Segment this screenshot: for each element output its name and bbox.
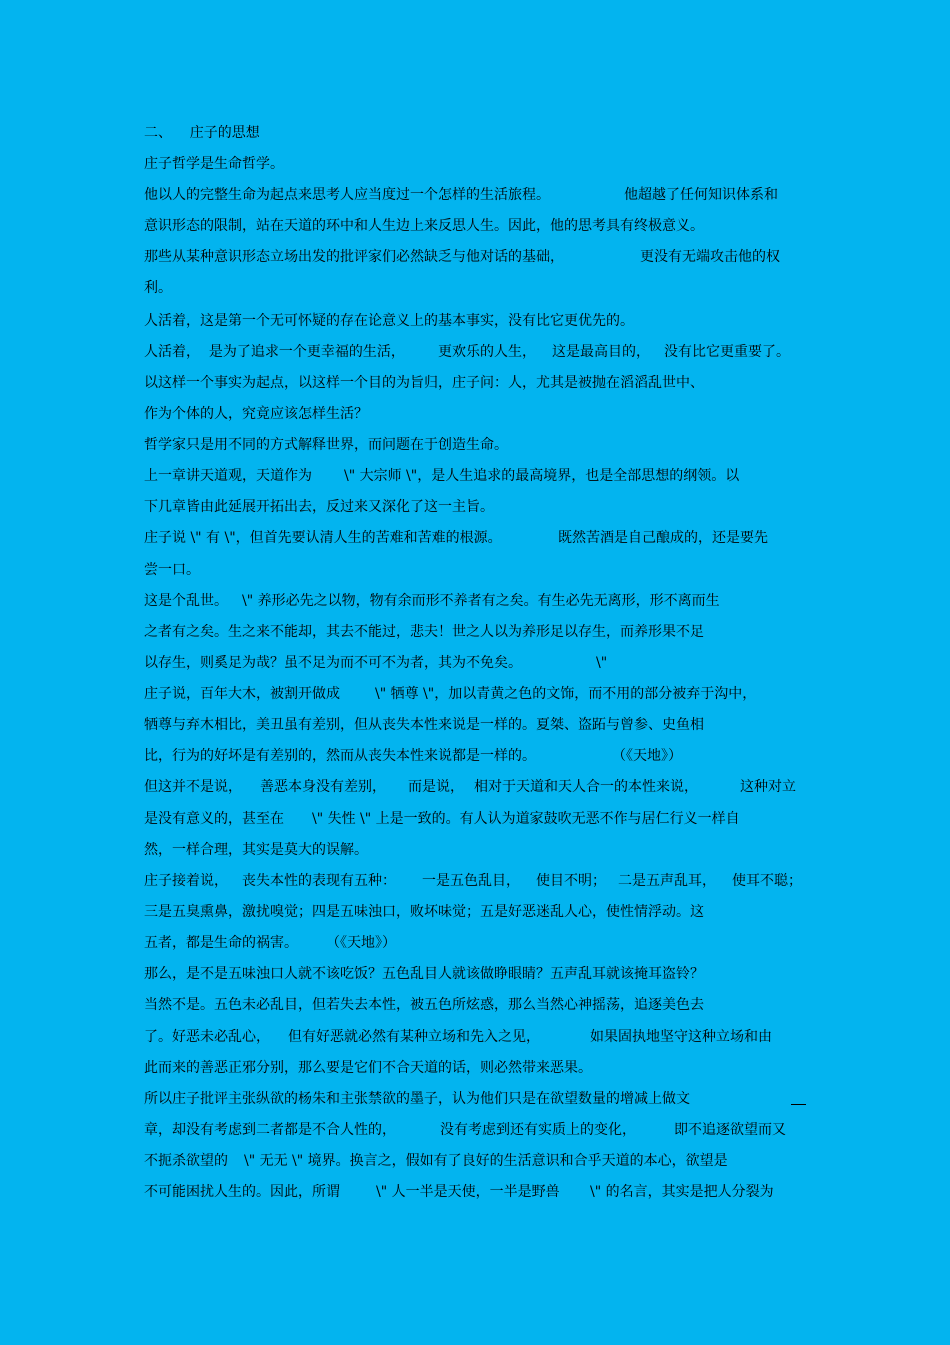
text-line: 庄子哲学是生命哲学。 xyxy=(144,156,284,172)
text-line: 五者，都是生命的祸害。 （《天地》） xyxy=(144,935,396,951)
section-heading: 二、 庄子的思想 xyxy=(144,125,260,141)
text-line: 不扼杀欲望的 \" 无无 \" 境界。换言之，假如有了良好的生活意识和合乎天道的本心，欲望是 xyxy=(144,1153,728,1169)
text-line: 庄子接着说， 丧失本性的表现有五种： 一是五色乱目， 使目不明； 二是五声乱耳， 使耳不聪； xyxy=(144,873,802,889)
text-line: 这是个乱世。 \" 养形必先之以物，物有余而形不养者有之矣。有生必先无离形，形不离而生 xyxy=(144,593,720,609)
text-line: 下几章皆由此延展开拓出去，反过来又深化了这一主旨。 xyxy=(144,499,494,515)
text-line: 比，行为的好坏是有差别的，然而从丧失本性来说都是一样的。 （《天地》） xyxy=(144,748,682,764)
text-line: 以存生，则奚足为哉？虽不足为而不可不为者，其为不免矣。 \" xyxy=(144,655,608,671)
text-line: 牺尊与弃木相比，美丑虽有差别，但从丧失本性来说是一样的。夏桀、盗跖与曾参、史鱼相 xyxy=(144,717,704,733)
text-line: 尝一口。 xyxy=(144,562,200,578)
text-line: 当然不是。五色未必乱目，但若失去本性，被五色所炫惑，那么当然心神摇荡，追逐美色去 xyxy=(144,997,704,1013)
text-line: 三是五臭熏鼻，激扰嗅觉；四是五味浊口，败坏味觉；五是好恶迷乱人心，使性情浮动。这 xyxy=(144,904,704,920)
text-line: 那些从某种意识形态立场出发的批评家们必然缺乏与他对话的基础， 更没有无端攻击他的权 xyxy=(144,249,780,265)
text-line: 然，一样合理，其实是莫大的误解。 xyxy=(144,842,368,858)
text-line: 人活着，这是第一个无可怀疑的存在论意义上的基本事实，没有比它更优先的。 xyxy=(144,313,634,329)
text-line: 庄子说，百年大木，被割开做成 \" 牺尊 \"，加以青黄之色的文饰，而不用的部分被弃于沟中， xyxy=(144,686,757,702)
text-line: 作为个体的人，究竟应该怎样生活？ xyxy=(144,406,368,422)
text-line: 庄子说 \" 有 \"，但首先要认清人生的苦难和苦难的根源。 既然苦酒是自己酿成的，还是要先 xyxy=(144,530,768,546)
text-line: 他以人的完整生命为起点来思考人应当度过一个怎样的生活旅程。 他超越了任何知识体系和 xyxy=(144,187,778,203)
text-line: 意识形态的限制，站在天道的环中和人生边上来反思人生。因此，他的思考具有终极意义。 xyxy=(144,218,704,234)
text-line: 是没有意义的，甚至在 \" 失性 \" 上是一致的。有人认为道家鼓吹无恶不作与居仁行义一样自 xyxy=(144,811,740,827)
text-line: 之者有之矣。生之来不能却，其去不能过，悲夫！世之人以为养形足以存生，而养形果不足 xyxy=(144,624,704,640)
text-line: 人活着， 是为了追求一个更幸福的生活， 更欢乐的人生， 这是最高目的， 没有比它更重要了。 xyxy=(144,344,790,360)
text-line: 那么，是不是五味浊口人就不该吃饭？五色乱目人就该做睁眼睛？五声乱耳就该掩耳盗铃？ xyxy=(144,966,704,982)
text-line: 此而来的善恶正邪分别，那么要是它们不合天道的话，则必然带来恶果。 xyxy=(144,1060,592,1076)
text-line: 上一章讲天道观，天道作为 \" 大宗师 \"，是人生追求的最高境界，也是全部思想的纲领。以 xyxy=(144,468,740,484)
text-line: 不可能困扰人生的。因此，所谓 \" 人一半是天使，一半是野兽 \" 的名言，其实是把人分裂为 xyxy=(144,1184,774,1200)
text-line: 以这样一个事实为起点，以这样一个目的为旨归，庄子问：人，尤其是被抛在滔滔乱世中、 xyxy=(144,375,704,391)
underline-mark xyxy=(791,1104,806,1105)
text-line: 章，却没有考虑到二者都是不合人性的， 没有考虑到还有实质上的变化， 即不追逐欲望而又 xyxy=(144,1122,786,1138)
text-line: 但这并不是说， 善恶本身没有差别， 而是说， 相对于天道和天人合一的本性来说， 这种对立 xyxy=(144,779,796,795)
text-line: 利。 xyxy=(144,280,172,296)
text-line: 所以庄子批评主张纵欲的杨朱和主张禁欲的墨子，认为他们只是在欲望数量的增减上做文 xyxy=(144,1091,690,1107)
text-line: 哲学家只是用不同的方式解释世界，而问题在于创造生命。 xyxy=(144,437,508,453)
text-line: 了。好恶未必乱心， 但有好恶就必然有某种立场和先入之见， 如果固执地坚守这种立场和由 xyxy=(144,1029,772,1045)
